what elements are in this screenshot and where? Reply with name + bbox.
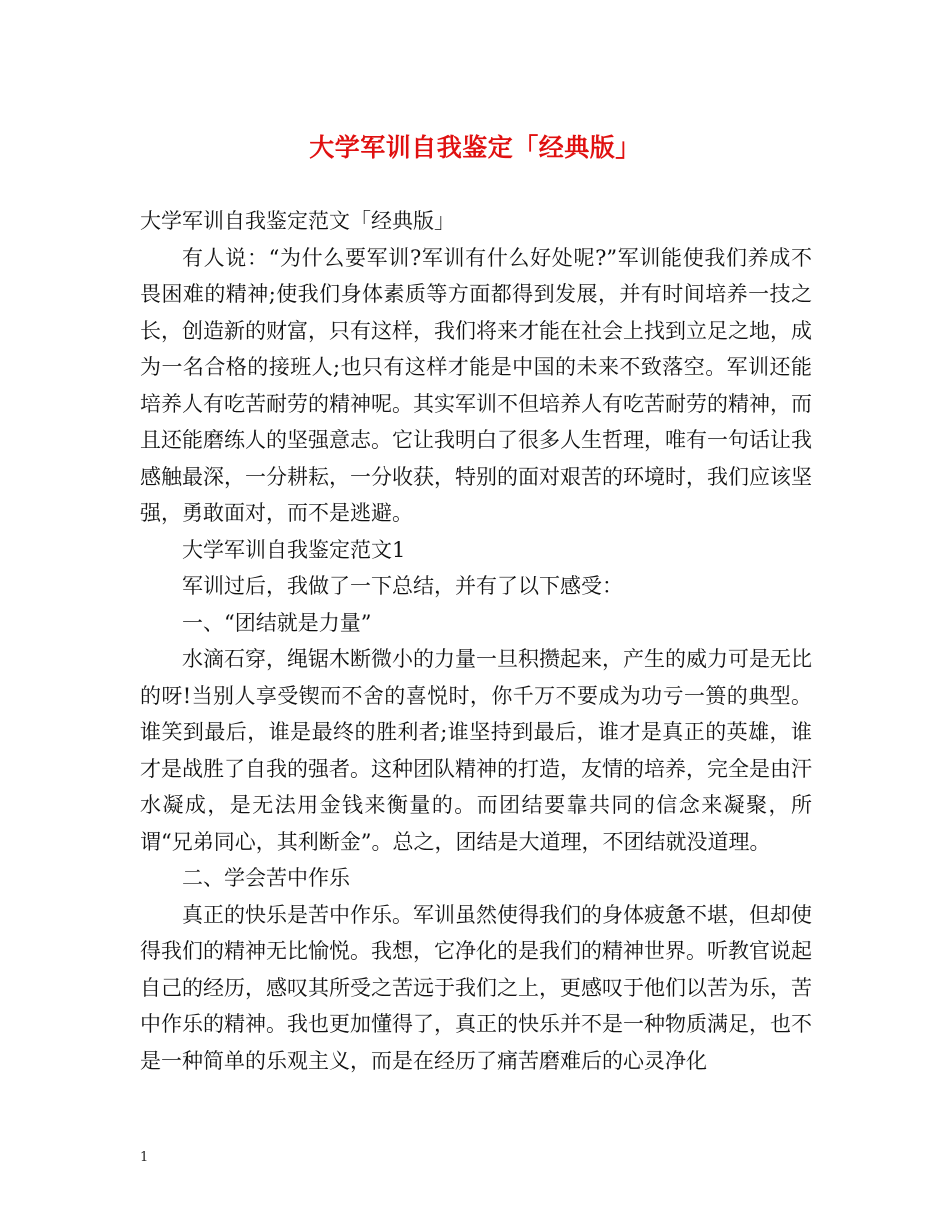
joy-paragraph: 真正的快乐是苦中作乐。军训虽然使得我们的身体疲惫不堪，但却使得我们的精神无比愉悦。我想，它净化的是我们的精神世界。听教官说起自己的经历，感叹其所受之苦远于我们之上，更感叹于他们以苦为乐，苦中作乐的精神。我也更加懂得了，真正的快乐并不是一种物质满足，也不是一种简单的乐观主义，而是在经历了痛苦磨难后的心灵净化 <box>140 902 812 1073</box>
summary-intro-paragraph: 军训过后，我做了一下总结，并有了以下感受： <box>182 574 623 598</box>
page-number: 1 <box>140 1150 149 1165</box>
unity-paragraph: 水滴石穿，绳锯木断微小的力量一旦积攒起来，产生的威力可是无比的呀!当别人享受锲而不舍的喜悦时，你千万不要成为功亏一篑的典型。谁笑到最后，谁是最终的胜利者;谁坚持到最后，谁才是真正的英雄，谁才是战胜了自我的强者。这种团队精神的打造，友情的培养，完全是由汗水凝成，是无法用金钱来衡量的。而团结要靠共同的信念来凝聚，所谓“兄弟同心，其利断金”。总之，团结是大道理，不团结就没道理。 <box>140 647 812 854</box>
intro-paragraph: 有人说：“为什么要军训?军训有什么好处呢?”军训能使我们养成不畏困难的精神;使我们身体素质等方面都得到发展，并有时间培养一技之长，创造新的财富，只有这样，我们将来才能在社会上找到立足之地，成为一名合格的接班人;也只有这样才能是中国的未来不致落空。军训还能培养人有吃苦耐劳的精神呢。其实军训不但培养人有吃苦耐劳的精神，而且还能磨练人的坚强意志。它让我明白了很多人生哲理，唯有一句话让我感触最深，一分耕耘，一分收获，特别的面对艰苦的环境时，我们应该坚强，勇敢面对，而不是逃避。 <box>140 245 812 525</box>
section-heading-example-1: 大学军训自我鉴定范文1 <box>182 537 406 562</box>
document-title: 大学军训自我鉴定「经典版」 <box>309 133 641 162</box>
section-heading-unity: 一、“团结就是力量” <box>182 610 372 635</box>
document-body <box>140 203 812 1079</box>
subtitle-paragraph: 大学军训自我鉴定范文「经典版」 <box>140 209 455 233</box>
section-heading-joy: 二、学会苦中作乐 <box>182 866 350 890</box>
